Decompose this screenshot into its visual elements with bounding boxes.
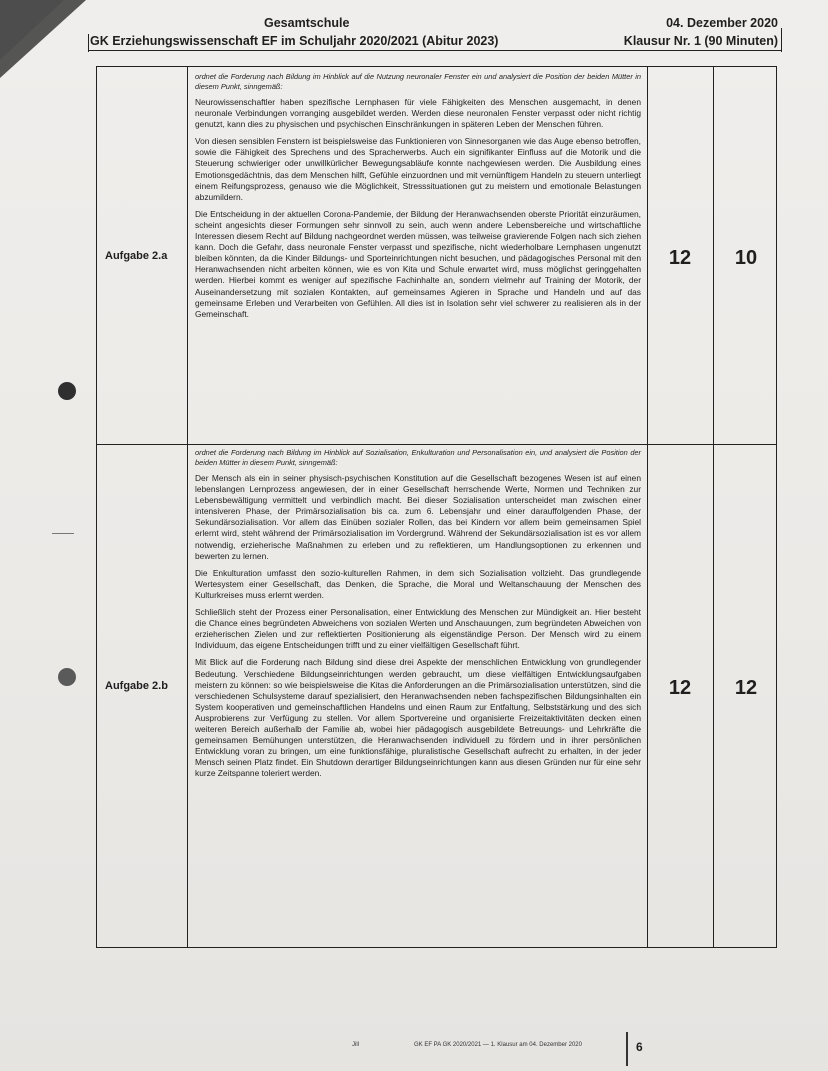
task-intro: ordnet die Forderung nach Bildung im Hinblick auf die Nutzung neuronaler Fenster ein und analysiert die Position der beiden Mütter in diesem Punkt, sinngemäß: — [195, 72, 641, 91]
task-paragraph: Die Enkulturation umfasst den sozio-kulturellen Rahmen, in dem sich Sozialisation vollzieht. Das grundlegende Wertesystem einer Gesellschaft, das Denken, die Sprache, die Moral und Weltanschauung der Menschen des Kulturkreises muss erlernt werden. — [195, 567, 641, 600]
punch-hole — [58, 668, 76, 686]
grading-table — [96, 66, 777, 948]
achieved-points: 10 — [734, 247, 758, 269]
table-row — [97, 444, 776, 947]
table-row — [97, 67, 776, 444]
page-header — [88, 14, 782, 52]
achieved-points: 12 — [734, 677, 758, 699]
punch-hole — [58, 382, 76, 400]
task-content — [195, 448, 641, 785]
exam-number: Klausur Nr. 1 (90 Minuten) — [623, 34, 778, 48]
task-intro: ordnet die Forderung nach Bildung im Hinblick auf Sozialisation, Enkulturation und Personalisation ein, und analysiert die Position der beiden Mütter in diesem Punkt, sinngemäß: — [195, 448, 641, 467]
course-title: GK Erziehungswissenschaft EF im Schuljahr 2020/2021 (Abitur 2023) — [90, 34, 499, 48]
task-paragraph: Von diesen sensiblen Fenstern ist beispielsweise das Funktionieren von Sinnesorganen wie das Auge ebenso betroffen, sowie die Fähigkeit des Sprechens und des Spracherwerbs. Auch ein signifikanter Einfluss auf die Motorik und die Steuerung schwieriger oder unwillkürlicher Bewegungsabläufe konnte nachgewiesen werden. Die Ausbildung eines Emotionsgedächtnis, das dem Menschen hilft, Gefühle einzuordnen und mit vernünftigem Handeln zu steuern unterliegt einem Reifungsprozess, genauso wie die Möglichkeit, Stresssituationen gut zu meistern und emotionale Belastungen abzumildern. — [195, 136, 641, 202]
task-paragraph: Die Entscheidung in der aktuellen Corona-Pandemie, der Bildung der Heranwachsenden oberste Priorität einzuräumen, scheint angesichts dieser Formungen sehr sinnvoll zu sein, auch wenn andere Lebensbereiche und wirtschaftliche Interessen diesem Recht auf Bildung nachgeordnet werden müssen, was teilweise gravierende Folgen nach sich ziehen kann. Doch die Gefahr, dass neuronale Fenster verpasst und spezifische, nicht wiederholbare Lernphasen ungenutzt bleiben könnten, da die Kinder Bildungs- und Sporteinrichtungen nicht besuchen, und pädagogisches Personal mit den Heranwachsenden nicht arbeiten können, wie es von Kita und Schule erwartet wird, muss möglichst geringgehalten werden. Hierbei kommt es weniger auf spezifische Fachinhalte an, sondern vielmehr auf Training der Motorik, der Auseinandersetzung mit sozialen Kontakten, auf gemeinsames Agieren in Sprache und Handeln und auf das gemeinsame Erleben und Verarbeiten von Gefühlen. All dies ist in Isolation sehr viel schwerer zu realisieren als in der Gemeinschaft. — [195, 208, 641, 319]
fold-mark — [52, 533, 74, 534]
page-number: 6 — [636, 1040, 643, 1054]
task-paragraph: Der Mensch als ein in seiner physisch-psychischen Konstitution auf die Gesellschaft bezogenes Wesen ist auf einen lebenslangen Lernprozess angewiesen, der in einer Gesellschaft herrschende Werte, Normen und Techniken zur Lebensbewältigung vermittelt und verbindlich macht. Bei dieser Sozialisation unterscheidet man zwischen einer intensiveren Phase, der Primärsozialisation bis ca. zum 6. Lebensjahr und einer darauffolgenden Phase, der Sekundärsozialisation. Vor allem das Einüben sozialer Rollen, das bei Kindern vor allem beim gemeinsamen Spiel erlernt wird, steht während der Primärsozialisation im Vordergrund. Während der Sekundärsozialisation ist es vor allem notwendig, erzieherische Maßnahmen zu erleben und zu reflektieren, um Handlungsoptionen zu erkennen und bewerten zu lernen. — [195, 473, 641, 561]
school-name: Gesamtschule — [264, 16, 350, 30]
footer-text: GK EF PA GK 2020/2021 — 1. Klausur am 04. Dezember 2020 — [414, 1042, 582, 1048]
max-points: 12 — [668, 677, 692, 699]
exam-date: 04. Dezember 2020 — [666, 16, 778, 30]
header-border-right — [781, 28, 782, 52]
task-label: Aufgabe 2.a — [105, 250, 168, 262]
task-label: Aufgabe 2.b — [105, 680, 168, 692]
task-content — [195, 72, 641, 326]
task-paragraph: Mit Blick auf die Forderung nach Bildung sind diese drei Aspekte der menschlichen Entwicklung von grundlegender Bedeutung. Verschiedene Bildungseinrichtungen werden gebraucht, um diese vielfältigen Entwicklungsaufgaben meistern zu können: so wie beispielsweise die Kitas die Anforderungen an die Primärsozialisation unterstützen, sind die verschiedenen Schulsysteme darauf spezialisiert, den Heranwachsenden neben fachspezifischen Bildungsinhalten ein System kooperativen und gemeinschaftlichen Handelns und einen Raum zur Entfaltung, Selbststärkung und des sich Ausprobierens zur Verfügung zu stellen. Vor allem Sportvereine und organisierte Freizeitaktivitäten decken einen weiteren Bereich außerhalb der Familie ab, wobei hier pädagogisch ausgebildete Betreuungs- und Lehrkräfte die gemeinsamen Bemühungen unterstützen, die Heranwachsenden individuell zu fördern und in ihrer persönlichen Entwicklung voran zu bringen, um eine funktionsfähige, pluralistische Gesellschaft aufrecht zu erhalten, in der jeder Mensch seinen Platz findet. Ein Shutdown derartiger Bildungseinrichtungen kann aus diesen Gründen nur für eine sehr kurze Zeitspanne toleriert werden. — [195, 657, 641, 779]
task-paragraph: Schließlich steht der Prozess einer Personalisation, einer Entwicklung des Menschen zur Mündigkeit an. Hier besteht die Chance eines begründeten Abweichens von sozialen Werten und Anschauungen, zum begründeten Abweichen von erzieherischen Zielen und zur reflektierten Positionierung als eigenständige Person. Der Mensch wird zu einem Individuum, das eigene Entscheidungen trifft und zu einer vielfältigen Gesellschaft führt. — [195, 607, 641, 651]
footer-divider — [626, 1032, 628, 1066]
footer-initials: Jill — [352, 1042, 359, 1048]
max-points: 12 — [668, 247, 692, 269]
folded-corner-shadow — [0, 0, 86, 78]
header-rule — [88, 50, 782, 51]
task-paragraph: Neurowissenschaftler haben spezifische Lernphasen für viele Fähigkeiten des Menschen ausgemacht, in denen neuronale Verbindungen vorranging ausgebildet werden. Werden diese neuronalen Fenster verpasst oder nicht richtig genutzt, kann dies zu physischen und psychischen Einschränkungen in späteren Leben der Menschen führen. — [195, 97, 641, 130]
header-border-left — [88, 34, 89, 52]
